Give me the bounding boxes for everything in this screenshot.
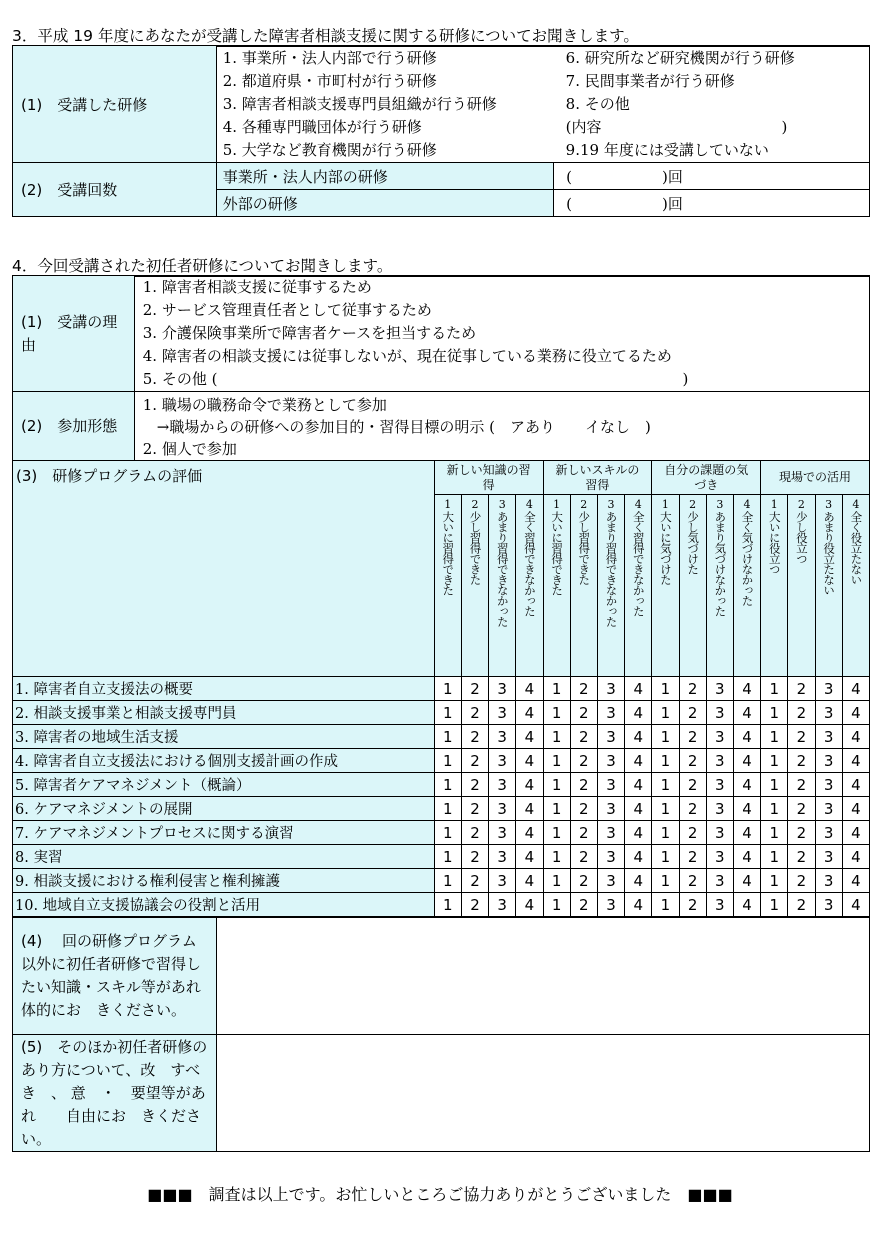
rating-choice[interactable]: 3 [815, 893, 842, 917]
rating-choice[interactable]: 2 [788, 701, 815, 725]
rating-choice[interactable]: 1 [652, 821, 679, 845]
rating-option-header [706, 495, 733, 677]
rating-choice[interactable]: 4 [733, 773, 760, 797]
rating-choice[interactable]: 4 [625, 845, 652, 869]
program-row [13, 797, 870, 821]
rating-choice[interactable]: 4 [516, 725, 543, 749]
program-label: 5. 障害者ケアマネジメント（概論） [13, 773, 435, 797]
rating-choice[interactable]: 4 [733, 869, 760, 893]
rating-choice[interactable]: 2 [788, 797, 815, 821]
rating-choice[interactable]: 3 [706, 749, 733, 773]
rating-choice[interactable]: 3 [815, 725, 842, 749]
rating-choice[interactable]: 2 [788, 893, 815, 917]
rating-choice[interactable]: 4 [733, 797, 760, 821]
rating-choice[interactable]: 4 [733, 725, 760, 749]
rating-choice[interactable]: 1 [761, 869, 788, 893]
rating-choice[interactable]: 4 [842, 701, 869, 725]
rating-choice[interactable]: 1 [543, 869, 570, 893]
s3-q2-label: (2) 受講回数 [13, 163, 217, 217]
rating-choice[interactable]: 4 [733, 845, 760, 869]
rating-choice[interactable]: 2 [679, 821, 706, 845]
rating-choice[interactable]: 2 [570, 749, 597, 773]
rating-option-number: 2 [689, 498, 697, 511]
rating-choice[interactable]: 2 [788, 845, 815, 869]
s3-q1-option: 6. 研究所など研究機関が行う研修 [565, 48, 795, 67]
rating-option-number: 4 [634, 498, 642, 511]
s3-q2-row-external-label: 外部の研修 [216, 190, 553, 217]
section4-heading-text: 4．今回受講された初任者研修についてお聞きします。 [12, 257, 393, 275]
rating-option-number: 2 [471, 498, 479, 511]
rating-choice[interactable]: 4 [625, 773, 652, 797]
rating-option-number: 2 [580, 498, 588, 511]
rating-choice[interactable]: 1 [543, 845, 570, 869]
rating-choice[interactable]: 4 [842, 749, 869, 773]
rating-choice[interactable]: 1 [543, 749, 570, 773]
program-label: 7. ケアマネジメントプロセスに関する演習 [13, 821, 435, 845]
rating-choice[interactable]: 3 [597, 797, 624, 821]
rating-group-header: 新しい知識の習得 [434, 461, 543, 495]
rating-choice[interactable]: 4 [842, 773, 869, 797]
program-row [13, 725, 870, 749]
rating-choice[interactable]: 2 [570, 677, 597, 701]
rating-option-text: あまり習得できなかった [495, 511, 510, 627]
rating-option-header [489, 495, 516, 677]
rating-choice[interactable]: 2 [461, 749, 488, 773]
rating-choice[interactable]: 1 [652, 893, 679, 917]
rating-choice[interactable]: 4 [733, 893, 760, 917]
s4-q1-options [134, 276, 869, 392]
program-label: 8. 実習 [13, 845, 435, 869]
rating-choice[interactable]: 2 [570, 893, 597, 917]
rating-option-number: 1 [770, 498, 778, 511]
s3-q2-row-internal-value[interactable]: ( )回 [554, 163, 870, 190]
rating-choice[interactable]: 3 [815, 869, 842, 893]
s4-q2-option-1: 1. 職場の職務命令で業務として参加 [142, 395, 387, 414]
rating-option-header [652, 495, 679, 677]
rating-option-text: 大いに習得できた [441, 511, 456, 595]
rating-choice[interactable]: 2 [788, 773, 815, 797]
s3-q1-option: 4. 各種専門職団体が行う研修 [222, 117, 422, 136]
rating-choice[interactable]: 4 [516, 893, 543, 917]
rating-choice[interactable]: 1 [761, 893, 788, 917]
rating-choice[interactable]: 1 [652, 773, 679, 797]
rating-choice[interactable]: 1 [543, 677, 570, 701]
program-row [13, 749, 870, 773]
rating-choice[interactable]: 4 [516, 701, 543, 725]
rating-choice[interactable]: 4 [516, 773, 543, 797]
s4-q1-label: (1) 受講の理由 [13, 276, 135, 392]
program-row [13, 845, 870, 869]
rating-choice[interactable]: 3 [489, 797, 516, 821]
rating-option-number: 4 [525, 498, 533, 511]
rating-option-header [733, 495, 760, 677]
s3-q1-option: (内容 ) [565, 117, 788, 136]
rating-option-header [543, 495, 570, 677]
program-row [13, 701, 870, 725]
rating-choice[interactable]: 4 [625, 797, 652, 821]
s4-q2-label: (2) 参加形態 [13, 392, 135, 462]
rating-choice[interactable]: 2 [461, 797, 488, 821]
rating-choice[interactable]: 1 [543, 701, 570, 725]
rating-choice[interactable]: 1 [434, 749, 461, 773]
program-row [13, 893, 870, 917]
rating-choice[interactable]: 3 [597, 677, 624, 701]
rating-choice[interactable]: 4 [842, 677, 869, 701]
rating-choice[interactable]: 2 [461, 677, 488, 701]
s3-q1-options-left [216, 46, 553, 163]
s3-q1-option: 9.19 年度には受講していない [565, 140, 769, 159]
rating-choice[interactable]: 1 [434, 725, 461, 749]
s3-q2-row-external-value[interactable]: ( )回 [554, 190, 870, 217]
s4-q2-option-1-sub: →職場からの研修への参加目的・習得目標の明示 ( アあり イなし ) [156, 417, 651, 436]
program-label: 1. 障害者自立支援法の概要 [13, 677, 435, 701]
program-row [13, 677, 870, 701]
rating-option-text: 全く習得できなかった [522, 511, 537, 616]
program-rating-table [12, 460, 870, 917]
s3-q1-label: (1) 受講した研修 [13, 46, 217, 163]
rating-choice[interactable]: 3 [706, 869, 733, 893]
rating-choice[interactable]: 1 [652, 749, 679, 773]
footer-message: ■■■ 調査は以上です。お忙しいところご協力ありがとうございました ■■■ [147, 1185, 733, 1204]
s3-q1-option: 1. 事業所・法人内部で行う研修 [222, 48, 437, 67]
rating-option-header [679, 495, 706, 677]
s4-q1-option: 1. 障害者相談支援に従事するため [142, 278, 372, 296]
rating-choice[interactable]: 1 [434, 845, 461, 869]
rating-option-header [434, 495, 461, 677]
rating-choice[interactable]: 3 [706, 797, 733, 821]
rating-choice[interactable]: 2 [679, 677, 706, 701]
rating-choice[interactable]: 2 [461, 869, 488, 893]
rating-option-number: 1 [553, 498, 561, 511]
rating-choice[interactable]: 4 [625, 701, 652, 725]
rating-choice[interactable]: 2 [788, 749, 815, 773]
rating-option-text: 少し習得できた [468, 511, 483, 585]
rating-choice[interactable]: 4 [733, 821, 760, 845]
rating-choice[interactable]: 4 [516, 845, 543, 869]
rating-option-header [570, 495, 597, 677]
rating-choice[interactable]: 3 [597, 845, 624, 869]
rating-choice[interactable]: 3 [489, 701, 516, 725]
rating-choice[interactable]: 3 [815, 749, 842, 773]
rating-option-text: 少し気づけた [686, 511, 701, 574]
rating-option-text: あまり役立たない [822, 511, 837, 595]
rating-choice[interactable]: 1 [761, 797, 788, 821]
rating-choice[interactable]: 3 [597, 725, 624, 749]
rating-option-number: 4 [743, 498, 751, 511]
s4-q2-option-2: 2. 個人で参加 [142, 439, 237, 458]
rating-option-text: 大いに気づけた [658, 511, 673, 585]
rating-option-number: 3 [825, 498, 833, 511]
rating-choice[interactable]: 1 [434, 677, 461, 701]
s3-q1-options-right [554, 46, 870, 163]
s4-q1-option: 5. その他 ( ) [142, 370, 689, 388]
rating-choice[interactable]: 3 [706, 845, 733, 869]
rating-choice[interactable]: 4 [625, 821, 652, 845]
rating-choice[interactable]: 1 [652, 869, 679, 893]
rating-choice[interactable]: 1 [761, 749, 788, 773]
rating-option-header [788, 495, 815, 677]
s3-q1-option: 8. その他 [565, 94, 630, 113]
rating-option-text: 大いに習得できた [550, 511, 565, 595]
rating-choice[interactable]: 4 [625, 893, 652, 917]
rating-choice[interactable]: 1 [434, 821, 461, 845]
rating-choice[interactable]: 1 [652, 845, 679, 869]
section3-heading-text: 3．平成 19 年度にあなたが受講した障害者相談支援に関する研修についてお聞きします。 [12, 27, 639, 45]
rating-choice[interactable]: 4 [516, 869, 543, 893]
rating-choice[interactable]: 3 [706, 701, 733, 725]
s4-q1-option: 3. 介護保険事業所で障害者ケースを担当するため [142, 324, 477, 342]
rating-choice[interactable]: 2 [679, 869, 706, 893]
rating-option-header [815, 495, 842, 677]
rating-choice[interactable]: 3 [597, 749, 624, 773]
rating-choice[interactable]: 3 [706, 893, 733, 917]
rating-choice[interactable]: 3 [815, 701, 842, 725]
rating-choice[interactable]: 1 [761, 821, 788, 845]
rating-choice[interactable]: 4 [842, 869, 869, 893]
s4-q2-options [134, 392, 869, 462]
rating-choice[interactable]: 2 [570, 797, 597, 821]
rating-choice[interactable]: 2 [570, 725, 597, 749]
rating-option-number: 3 [498, 498, 506, 511]
s4-q4-answer-area[interactable] [216, 918, 869, 1035]
rating-choice[interactable]: 1 [543, 893, 570, 917]
rating-choice[interactable]: 3 [489, 749, 516, 773]
rating-choice[interactable]: 4 [842, 821, 869, 845]
rating-choice[interactable]: 3 [597, 821, 624, 845]
rating-choice[interactable]: 2 [788, 677, 815, 701]
rating-choice[interactable]: 4 [733, 677, 760, 701]
rating-choice[interactable]: 1 [761, 677, 788, 701]
s3-q1-option: 3. 障害者相談支援専門員組織が行う研修 [222, 94, 497, 113]
rating-choice[interactable]: 1 [652, 725, 679, 749]
rating-choice[interactable]: 2 [461, 773, 488, 797]
rating-option-header [516, 495, 543, 677]
rating-choice[interactable]: 3 [489, 869, 516, 893]
rating-option-number: 3 [716, 498, 724, 511]
rating-choice[interactable]: 2 [679, 749, 706, 773]
rating-choice[interactable]: 4 [842, 893, 869, 917]
rating-choice[interactable]: 1 [652, 797, 679, 821]
rating-choice[interactable]: 2 [570, 845, 597, 869]
rating-option-header [461, 495, 488, 677]
rating-option-text: あまり気づけなかった [713, 511, 728, 616]
rating-choice[interactable]: 3 [597, 893, 624, 917]
rating-choice[interactable]: 2 [461, 893, 488, 917]
rating-choice[interactable]: 4 [733, 749, 760, 773]
freetext-table [12, 917, 870, 1152]
rating-choice[interactable]: 3 [706, 773, 733, 797]
rating-choice[interactable]: 1 [761, 701, 788, 725]
rating-choice[interactable]: 3 [597, 869, 624, 893]
rating-choice[interactable]: 1 [761, 773, 788, 797]
program-label: 4. 障害者自立支援法における個別支援計画の作成 [13, 749, 435, 773]
rating-choice[interactable]: 4 [842, 845, 869, 869]
rating-choice[interactable]: 2 [788, 869, 815, 893]
s3-q1-option: 7. 民間事業者が行う研修 [565, 71, 735, 90]
rating-group-header: 新しいスキルの習得 [543, 461, 652, 495]
rating-choice[interactable]: 3 [489, 773, 516, 797]
rating-choice[interactable]: 1 [434, 797, 461, 821]
program-row [13, 821, 870, 845]
s4-q1-option: 2. サービス管理責任者として従事するため [142, 301, 432, 319]
rating-choice[interactable]: 2 [679, 773, 706, 797]
rating-choice[interactable]: 1 [543, 821, 570, 845]
rating-choice[interactable]: 3 [489, 893, 516, 917]
rating-choice[interactable]: 2 [679, 845, 706, 869]
rating-choice[interactable]: 3 [489, 821, 516, 845]
rating-group-header: 現場での活用 [761, 461, 870, 495]
rating-choice[interactable]: 1 [543, 725, 570, 749]
rating-choice[interactable]: 3 [706, 821, 733, 845]
rating-option-number: 1 [661, 498, 669, 511]
rating-choice[interactable]: 3 [815, 677, 842, 701]
program-label: 10. 地域自立支援協議会の役割と活用 [13, 893, 435, 917]
rating-choice[interactable]: 2 [788, 821, 815, 845]
rating-choice[interactable]: 1 [434, 701, 461, 725]
rating-option-text: 少し役立つ [794, 511, 809, 564]
rating-choice[interactable]: 3 [597, 701, 624, 725]
rating-option-number: 3 [607, 498, 615, 511]
rating-choice[interactable]: 4 [625, 869, 652, 893]
rating-choice[interactable]: 2 [461, 701, 488, 725]
program-label: 6. ケアマネジメントの展開 [13, 797, 435, 821]
rating-choice[interactable]: 3 [815, 821, 842, 845]
rating-choice[interactable]: 3 [815, 773, 842, 797]
rating-choice[interactable]: 2 [788, 725, 815, 749]
rating-choice[interactable]: 2 [679, 893, 706, 917]
rating-choice[interactable]: 2 [570, 773, 597, 797]
rating-option-number: 4 [852, 498, 860, 511]
rating-choice[interactable]: 1 [652, 701, 679, 725]
rating-choice[interactable]: 4 [733, 701, 760, 725]
s3-q1-option: 2. 都道府県・市町村が行う研修 [222, 71, 437, 90]
rating-choice[interactable]: 1 [543, 773, 570, 797]
rating-choice[interactable]: 4 [516, 797, 543, 821]
section3-heading [12, 24, 870, 47]
rating-choice[interactable]: 4 [516, 821, 543, 845]
rating-choice[interactable]: 3 [597, 773, 624, 797]
rating-option-text: 大いに役立つ [767, 511, 782, 574]
rating-option-text: 全く役立たない [849, 511, 864, 585]
s4-q3-label: (3) 研修プログラムの評価 [13, 461, 435, 677]
program-label: 2. 相談支援事業と相談支援専門員 [13, 701, 435, 725]
section4-heading [12, 254, 870, 277]
section4-reasons-table [12, 275, 870, 462]
rating-choice[interactable]: 3 [489, 725, 516, 749]
rating-choice[interactable]: 1 [434, 773, 461, 797]
rating-choice[interactable]: 3 [489, 845, 516, 869]
rating-option-text: あまり習得できなかった [604, 511, 619, 627]
rating-choice[interactable]: 2 [570, 701, 597, 725]
rating-choice[interactable]: 2 [461, 821, 488, 845]
program-row [13, 869, 870, 893]
s4-q5-label: (5) そのほか初任者研修のあり方について、改 すべき 、 意 ・ 要望等があれ 自由にお きください。 [13, 1035, 217, 1152]
rating-option-number: 1 [444, 498, 452, 511]
rating-choice[interactable]: 4 [625, 677, 652, 701]
rating-choice[interactable]: 3 [706, 677, 733, 701]
rating-choice[interactable]: 2 [570, 821, 597, 845]
s4-q4-label: (4) 回の研修プログラム以外に初任者研修で習得したい知識・スキル等があれ 体的にお きください。 [13, 918, 217, 1035]
section3-table [12, 45, 870, 217]
rating-choice[interactable]: 4 [625, 749, 652, 773]
rating-option-header [597, 495, 624, 677]
program-label: 9. 相談支援における権利侵害と権利擁護 [13, 869, 435, 893]
rating-option-number: 2 [797, 498, 805, 511]
rating-choice[interactable]: 4 [842, 797, 869, 821]
rating-choice[interactable]: 3 [815, 797, 842, 821]
rating-option-text: 少し習得できた [577, 511, 592, 585]
rating-option-header [761, 495, 788, 677]
rating-choice[interactable]: 2 [461, 725, 488, 749]
rating-choice[interactable]: 2 [679, 701, 706, 725]
rating-choice[interactable]: 2 [679, 725, 706, 749]
rating-choice[interactable]: 1 [761, 845, 788, 869]
rating-option-text: 全く習得できなかった [631, 511, 646, 616]
s4-q1-option: 4. 障害者の相談支援には従事しないが、現在従事している業務に役立てるため [142, 347, 672, 365]
s3-q1-option: 5. 大学など教育機関が行う研修 [222, 140, 437, 159]
rating-choice[interactable]: 1 [434, 893, 461, 917]
rating-choice[interactable]: 3 [489, 677, 516, 701]
rating-option-header [625, 495, 652, 677]
rating-choice[interactable]: 2 [461, 845, 488, 869]
rating-choice[interactable]: 1 [543, 797, 570, 821]
rating-option-header [842, 495, 869, 677]
program-label: 3. 障害者の地域生活支援 [13, 725, 435, 749]
rating-choice[interactable]: 1 [652, 677, 679, 701]
rating-group-header: 自分の課題の気づき [652, 461, 761, 495]
rating-choice[interactable]: 3 [815, 845, 842, 869]
rating-choice[interactable]: 2 [679, 797, 706, 821]
rating-choice[interactable]: 4 [516, 677, 543, 701]
s3-q2-row-internal-label: 事業所・法人内部の研修 [216, 163, 553, 190]
rating-choice[interactable]: 4 [516, 749, 543, 773]
rating-choice[interactable]: 2 [570, 869, 597, 893]
rating-choice[interactable]: 4 [842, 725, 869, 749]
program-row [13, 773, 870, 797]
rating-choice[interactable]: 1 [761, 725, 788, 749]
rating-option-text: 全く気づけなかった [740, 511, 755, 606]
rating-choice[interactable]: 4 [625, 725, 652, 749]
s4-q5-answer-area[interactable] [216, 1035, 869, 1152]
rating-choice[interactable]: 1 [434, 869, 461, 893]
rating-choice[interactable]: 3 [706, 725, 733, 749]
